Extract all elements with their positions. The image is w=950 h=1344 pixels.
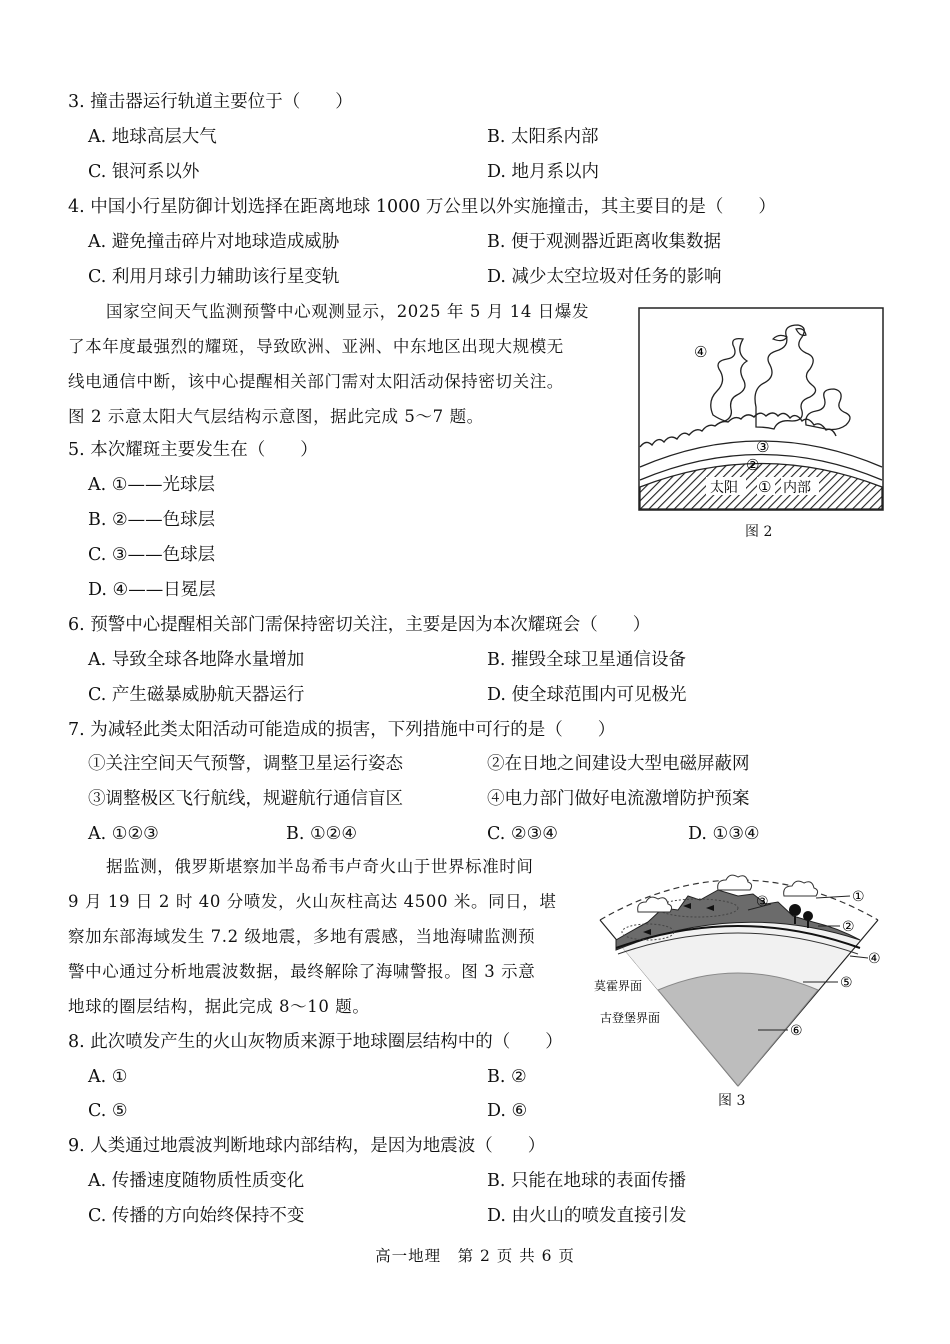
passage1-line: 线电通信中断，该中心提醒相关部门需对太阳活动保持密切关注。 (68, 372, 564, 391)
q3-option-b: B. 太阳系内部 (487, 127, 599, 147)
q9-option-a: A. 传播速度随物质性质变化 (88, 1171, 305, 1191)
q7-option-b: B. ①②④ (286, 824, 358, 844)
q9-option-c: C. 传播的方向始终保持不变 (88, 1206, 305, 1226)
passage2-line: 据监测，俄罗斯堪察加半岛希韦卢奇火山于世界标准时间 (106, 857, 534, 876)
q7-statement-3: ③调整极区飞行航线，规避航行通信盲区 (88, 789, 403, 809)
fig2-label-1: ① (758, 478, 772, 496)
q7-statement-2: ②在日地之间建设大型电磁屏蔽网 (487, 754, 750, 774)
passage1-line: 图 2 示意太阳大气层结构示意图，据此完成 5～7 题。 (68, 407, 484, 426)
q7-option-a: A. ①②③ (88, 824, 159, 844)
fig2-inner-label: 内部 (783, 480, 811, 496)
q5-option-a: A. ①——光球层 (88, 475, 215, 495)
q3-option-a: A. 地球高层大气 (88, 127, 217, 147)
q6-option-b: B. 摧毁全球卫星通信设备 (487, 650, 686, 670)
q6-option-a: A. 导致全球各地降水量增加 (88, 650, 305, 670)
q6-stem: 6. 预警中心提醒相关部门需保持密切关注，主要是因为本次耀斑会（ ） (68, 615, 651, 635)
fig3-label-2: ② (842, 919, 855, 935)
passage1-line: 国家空间天气监测预警中心观测显示，2025 年 5 月 14 日爆发 (106, 302, 590, 321)
q8-option-a: A. ① (88, 1067, 128, 1087)
q7-stem: 7. 为减轻此类太阳活动可能造成的损害，下列措施中可行的是（ ） (68, 720, 616, 740)
q6-option-c: C. 产生磁暴威胁航天器运行 (88, 685, 305, 705)
fig2-label-2: ② (746, 456, 760, 474)
q9-option-b: B. 只能在地球的表面传播 (487, 1171, 686, 1191)
page-footer: 高一地理 第 2 页 共 6 页 (375, 1247, 575, 1265)
q7-option-c: C. ②③④ (487, 824, 558, 844)
passage2-line: 地球的圈层结构，据此完成 8～10 题。 (68, 997, 370, 1016)
fig3-label-5: ⑤ (840, 975, 853, 991)
fig3-gutenberg-label: 古登堡界面 (600, 1011, 661, 1025)
q5-option-d: D. ④——日冕层 (88, 580, 216, 600)
q4-option-a: A. 避免撞击碎片对地球造成威胁 (88, 232, 340, 252)
q9-option-d: D. 由火山的喷发直接引发 (487, 1206, 687, 1226)
q4-stem: 4. 中国小行星防御计划选择在距离地球 1000 万公里以外实施撞击，其主要目的是（ ） (68, 197, 776, 217)
q7-option-d: D. ①③④ (688, 824, 760, 844)
fig3-moho-label: 莫霍界面 (594, 979, 643, 993)
q4-option-d: D. 减少太空垃圾对任务的影响 (487, 267, 722, 287)
q9-stem: 9. 人类通过地震波判断地球内部结构，是因为地震波（ ） (68, 1136, 546, 1156)
q3-stem: 3. 撞击器运行轨道主要位于（ ） (68, 92, 353, 112)
fig3-label-1: ① (852, 889, 865, 905)
q8-option-b: B. ② (487, 1067, 527, 1087)
fig2-label-3: ③ (756, 438, 770, 456)
passage1-line: 了本年度最强烈的耀斑，导致欧洲、亚洲、中东地区出现大规模无 (68, 337, 564, 356)
q5-option-b: B. ②——色球层 (88, 510, 216, 530)
figure-2-sun-atmosphere (638, 307, 884, 511)
q4-option-b: B. 便于观测器近距离收集数据 (487, 232, 721, 252)
q8-stem: 8. 此次喷发产生的火山灰物质来源于地球圈层结构中的（ ） (68, 1032, 563, 1052)
fig2-label-4: ④ (694, 343, 708, 361)
figure-3-earth-spheres (588, 860, 890, 1090)
q7-statement-1: ①关注空间天气预警，调整卫星运行姿态 (88, 754, 403, 774)
fig2-caption: 图 2 (745, 524, 773, 540)
q8-option-c: C. ⑤ (88, 1101, 128, 1121)
fig3-label-4: ④ (868, 951, 881, 967)
fig3-caption: 图 3 (718, 1093, 746, 1109)
fig2-sun-label: 太阳 (710, 480, 738, 496)
passage2-line: 察加东部海域发生 7.2 级地震，多地有震感，当地海啸监测预 (68, 927, 536, 946)
q7-statement-4: ④电力部门做好电流激增防护预案 (487, 789, 750, 809)
fig3-label-3: ③ (756, 894, 769, 910)
q3-option-d: D. 地月系以内 (487, 162, 600, 182)
q3-option-c: C. 银河系以外 (88, 162, 200, 182)
passage2-line: 9 月 19 日 2 时 40 分喷发，火山灰柱高达 4500 米。同日，堪 (68, 892, 557, 911)
q4-option-c: C. 利用月球引力辅助该行星变轨 (88, 267, 340, 287)
q5-option-c: C. ③——色球层 (88, 545, 216, 565)
passage2-line: 警中心通过分析地震波数据，最终解除了海啸警报。图 3 示意 (68, 962, 536, 981)
q6-option-d: D. 使全球范围内可见极光 (487, 685, 687, 705)
q8-option-d: D. ⑥ (487, 1101, 528, 1121)
q5-stem: 5. 本次耀斑主要发生在（ ） (68, 440, 318, 460)
fig3-label-6: ⑥ (790, 1023, 803, 1039)
